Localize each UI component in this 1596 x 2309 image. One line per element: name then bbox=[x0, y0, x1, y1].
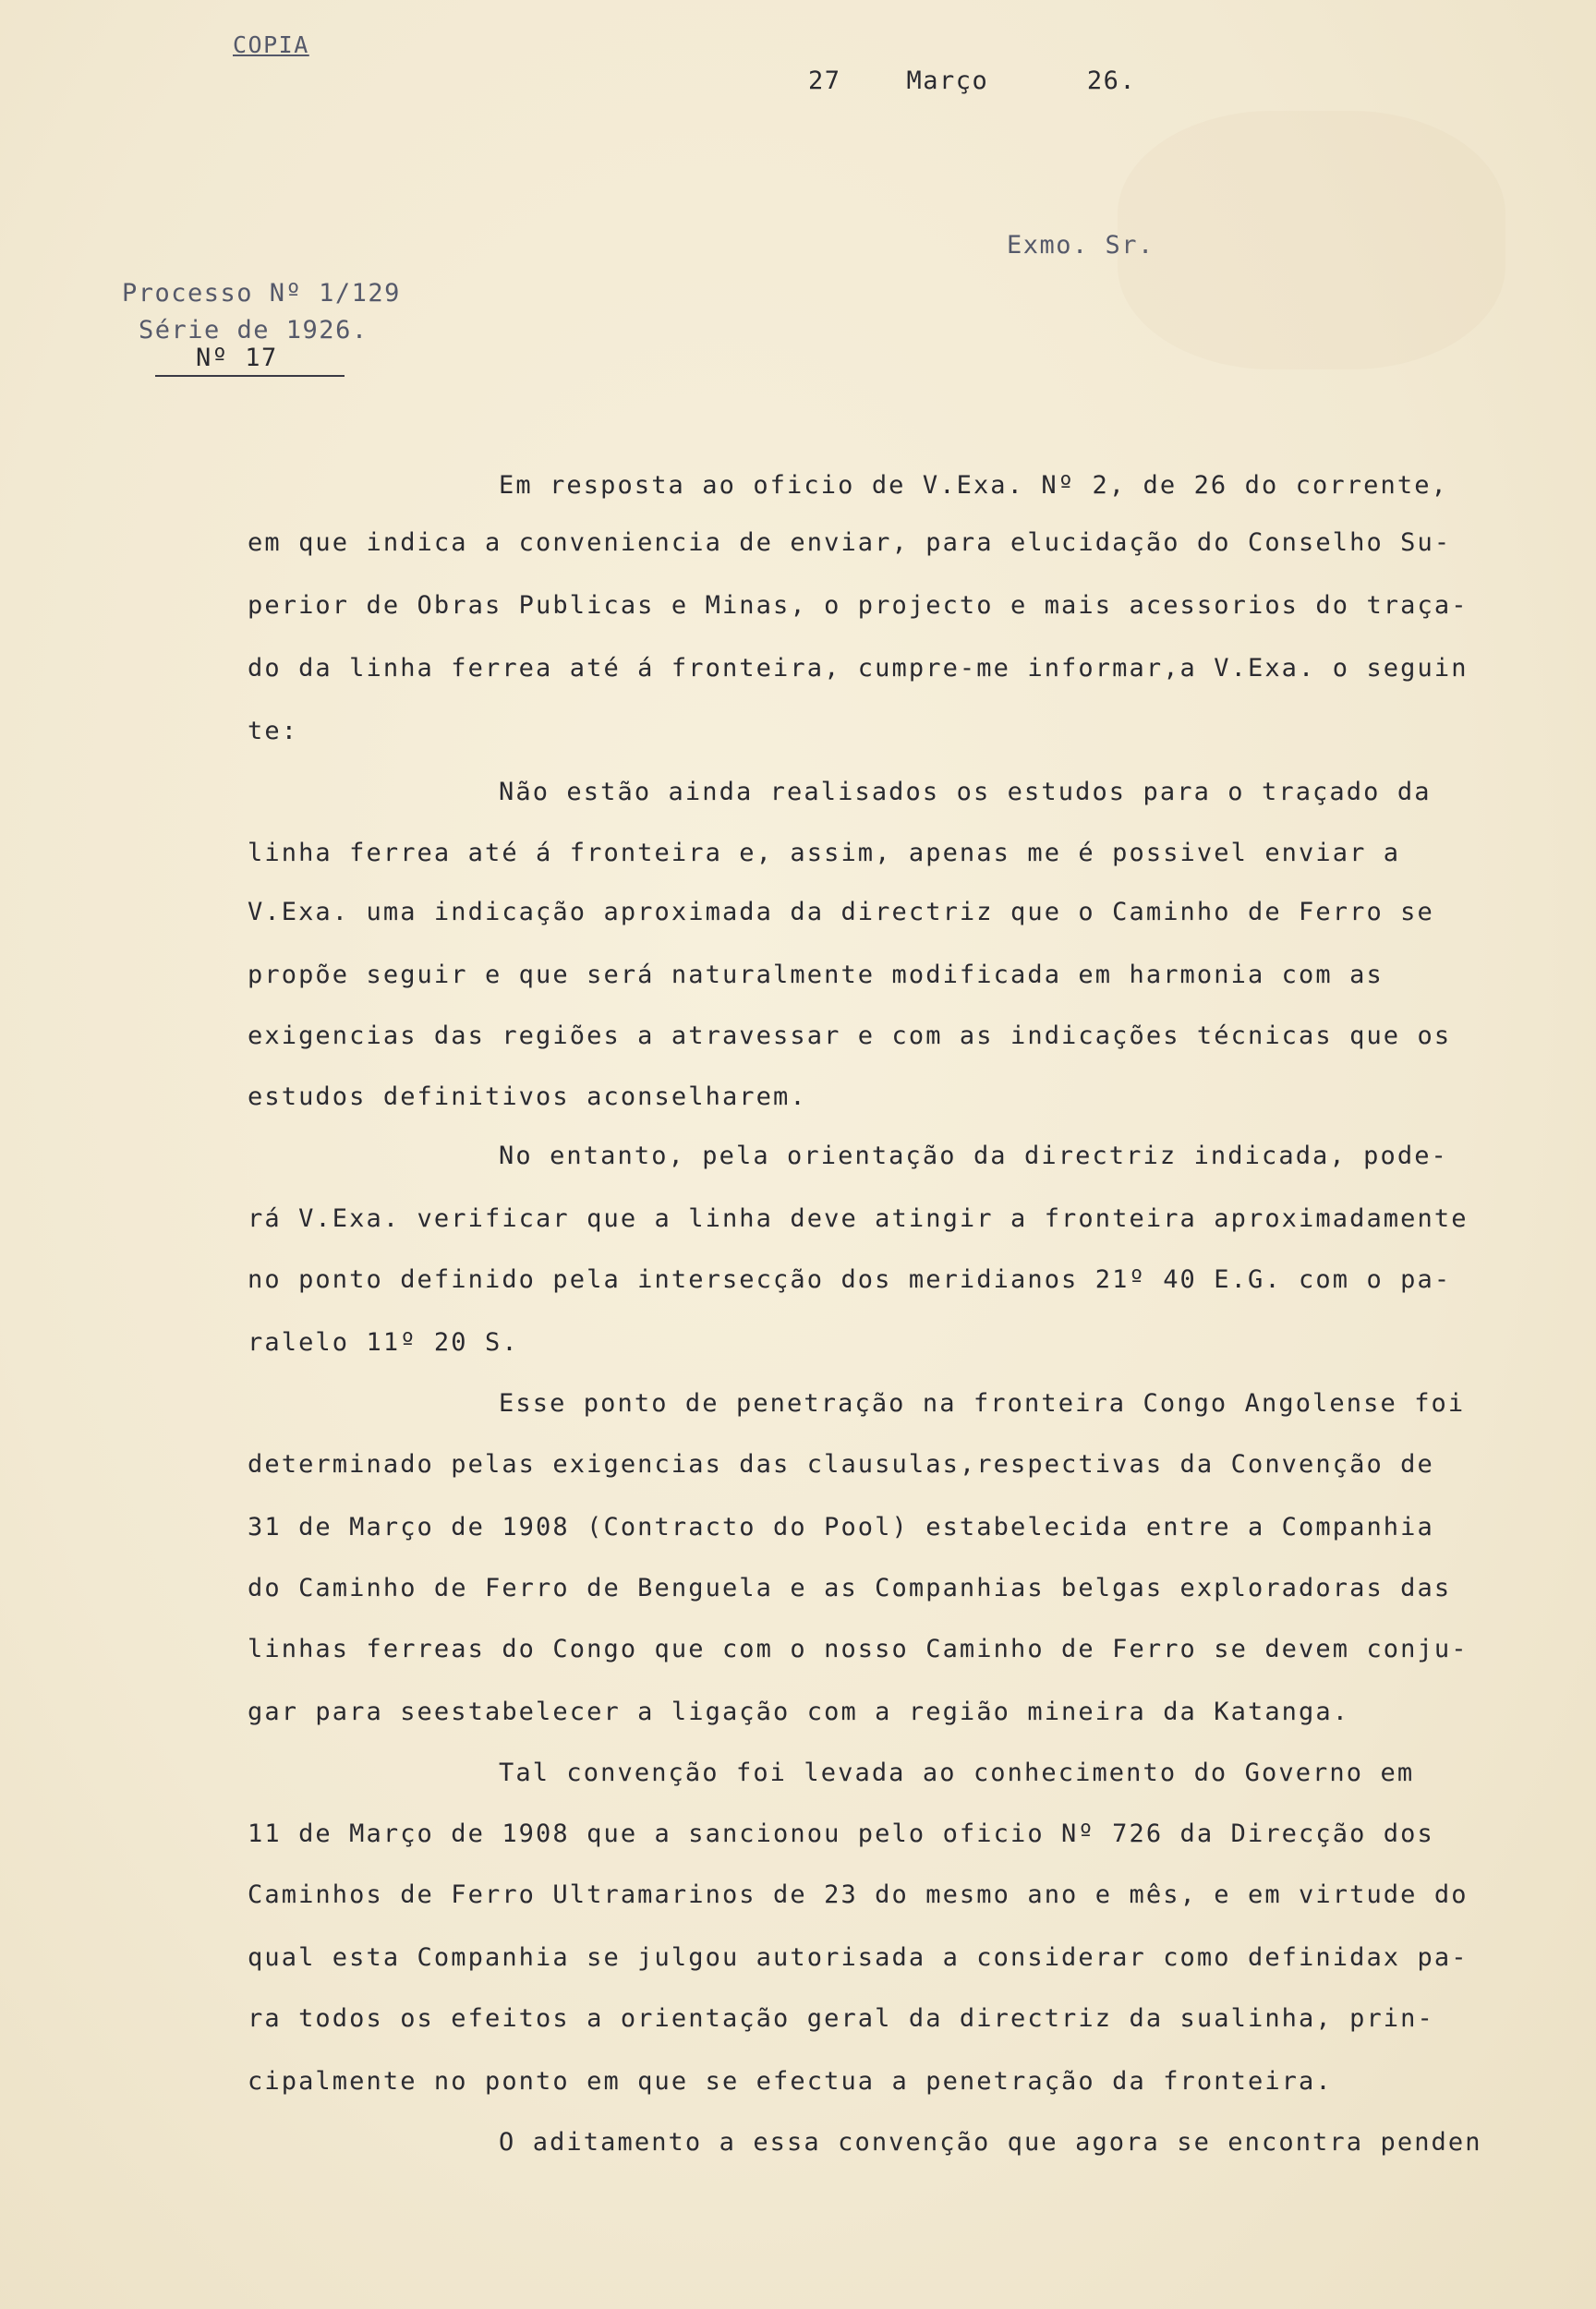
body-text-line: te: bbox=[248, 717, 299, 745]
body-text-line: do da linha ferrea até á fronteira, cumpre-me informar,a V.Exa. o seguin bbox=[248, 654, 1469, 683]
body-text-line: no ponto definido pela intersecção dos meridianos 21º 40 E.G. com o pa- bbox=[248, 1265, 1452, 1294]
body-text-line: em que indica a conveniencia de enviar, para elucidação do Conselho Su- bbox=[248, 528, 1452, 557]
copy-stamp: COPIA bbox=[233, 31, 309, 58]
body-text-line: linha ferrea até á fronteira e, assim, apenas me é possivel enviar a bbox=[248, 839, 1401, 867]
body-text-line: do Caminho de Ferro de Benguela e as Companhias belgas exploradoras das bbox=[248, 1574, 1452, 1602]
body-text-line: cipalmente no ponto em que se efectua a penetração da fronteira. bbox=[248, 2067, 1333, 2096]
body-text-line: ra todos os efeitos a orientação geral da directriz da sualinha, prin- bbox=[248, 2004, 1434, 2033]
body-text-line: O aditamento a essa convenção que agora se encontra penden bbox=[499, 2128, 1482, 2157]
body-text-line: perior de Obras Publicas e Minas, o projecto e mais acessorios do traça- bbox=[248, 591, 1469, 620]
salutation: Exmo. Sr. bbox=[1007, 231, 1155, 260]
body-text-line: determinado pelas exigencias das clausulas,respectivas da Convenção de bbox=[248, 1450, 1434, 1479]
body-text-line: Em resposta ao oficio de V.Exa. Nº 2, de 26 do corrente, bbox=[499, 471, 1448, 500]
process-number: Processo Nº 1/129 bbox=[122, 279, 401, 308]
body-text-line: Não estão ainda realisados os estudos para o traçado da bbox=[499, 778, 1432, 806]
body-text-line: V.Exa. uma indicação aproximada da directriz que o Caminho de Ferro se bbox=[248, 898, 1434, 926]
body-text-line: Tal convenção foi levada ao conhecimento do Governo em bbox=[499, 1759, 1415, 1787]
body-text-line: linhas ferreas do Congo que com o nosso Caminho de Ferro se devem conju- bbox=[248, 1635, 1469, 1663]
letter-date: 27 Março 26. bbox=[808, 66, 1137, 95]
document-number: Nº 17 bbox=[196, 344, 278, 372]
paper-stain bbox=[1118, 111, 1505, 369]
body-text-line: gar para seestabelecer a ligação com a região mineira da Katanga. bbox=[248, 1698, 1350, 1726]
body-text-line: 11 de Março de 1908 que a sancionou pelo oficio Nº 726 da Direcção dos bbox=[248, 1819, 1434, 1848]
body-text-line: ralelo 11º 20 S. bbox=[248, 1328, 519, 1357]
body-text-line: Esse ponto de penetração na fronteira Congo Angolense foi bbox=[499, 1389, 1466, 1418]
body-text-line: rá V.Exa. verificar que a linha deve atingir a fronteira aproximadamente bbox=[248, 1204, 1469, 1233]
body-text-line: exigencias das regiões a atravessar e com as indicações técnicas que os bbox=[248, 1022, 1452, 1050]
body-text-line: No entanto, pela orientação da directriz indicada, pode- bbox=[499, 1142, 1448, 1170]
body-text-line: qual esta Companhia se julgou autorisada a considerar como definidax pa- bbox=[248, 1943, 1469, 1972]
body-text-line: estudos definitivos aconselharem. bbox=[248, 1082, 807, 1111]
body-text-line: Caminhos de Ferro Ultramarinos de 23 do mesmo ano e mês, e em virtude do bbox=[248, 1880, 1469, 1909]
body-text-line: propõe seguir e que será naturalmente modificada em harmonia com as bbox=[248, 961, 1384, 989]
body-text-line: 31 de Março de 1908 (Contracto do Pool) estabelecida entre a Companhia bbox=[248, 1513, 1434, 1541]
reference-underline bbox=[155, 375, 345, 377]
series-year: Série de 1926. bbox=[139, 316, 369, 345]
